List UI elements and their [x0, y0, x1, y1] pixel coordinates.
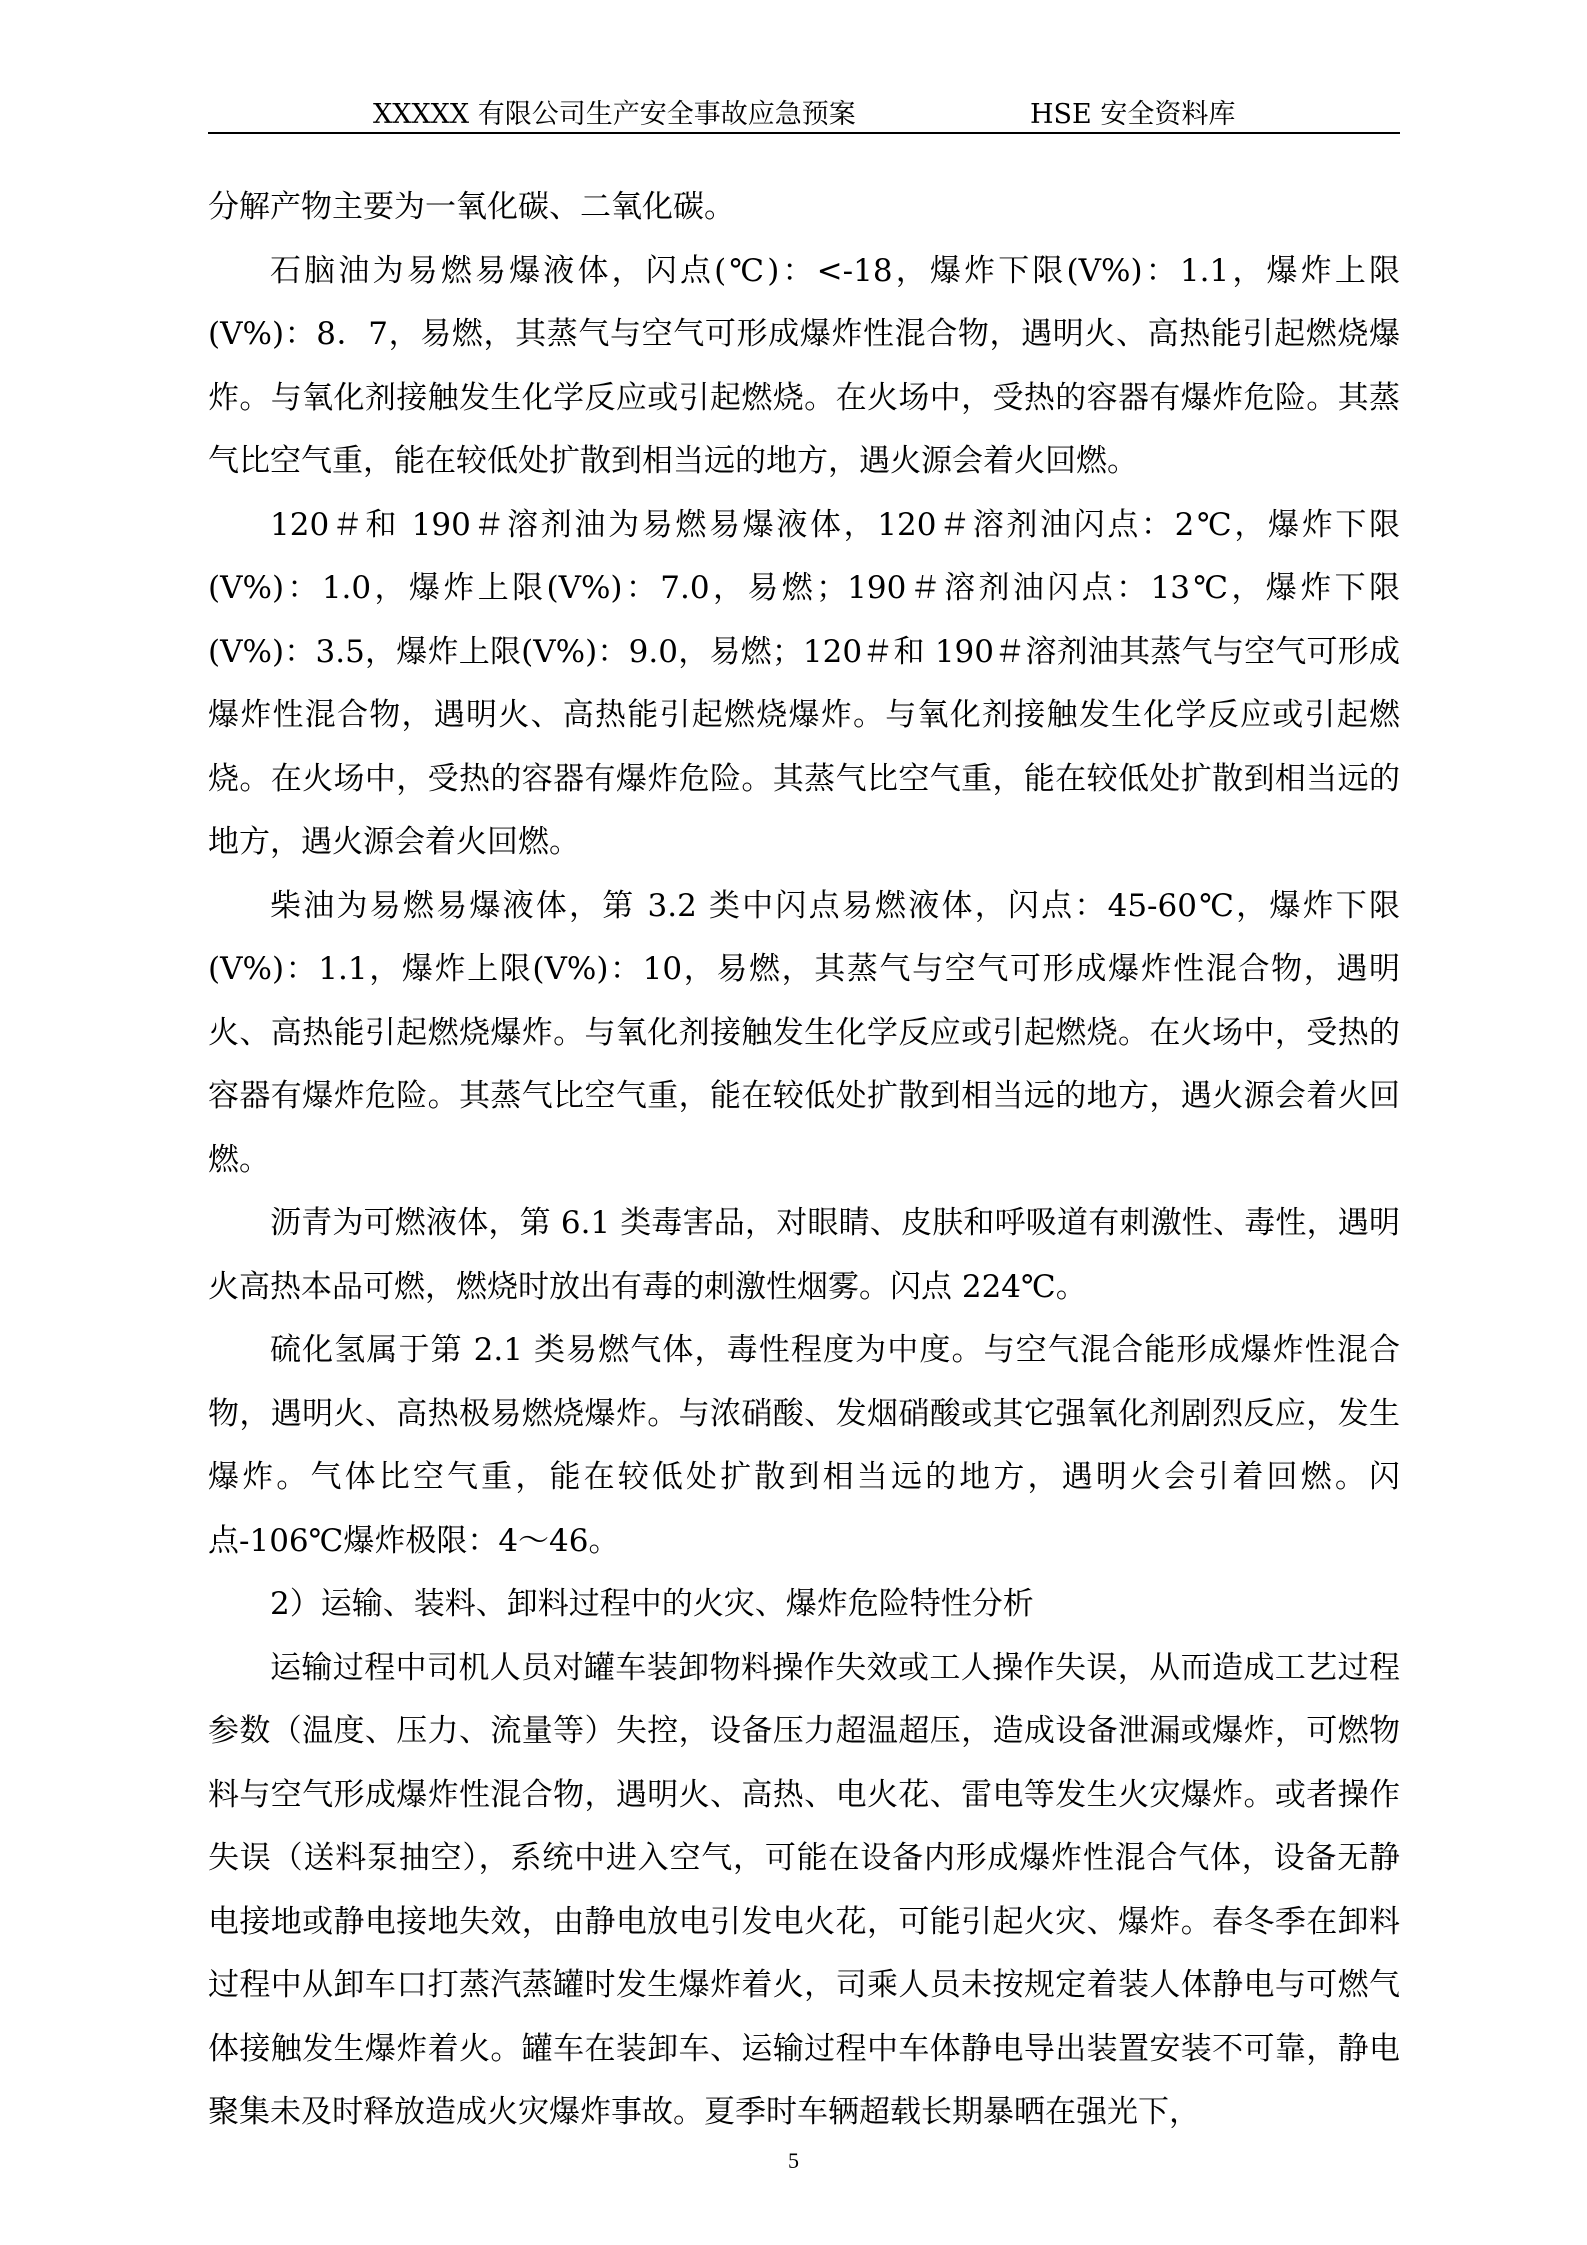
paragraph: 柴油为易燃易爆液体，第 3.2 类中闪点易燃液体，闪点：45-60℃，爆炸下限(V%)：1.1，爆炸上限(V%)：10，易燃，其蒸气与空气可形成爆炸性混合物，遇明火、高热能引起燃烧爆炸。与氧化剂接触发生化学反应或引起燃烧。在火场中，受热的容器有爆炸危险。其蒸气比空气重，能在较低处扩散到相当远的地方，遇火源会着火回燃。 — [208, 887, 1400, 1178]
paragraph: 硫化氢属于第 2.1 类易燃气体，毒性程度为中度。与空气混合能形成爆炸性混合物，遇明火、高热极易燃烧爆炸。与浓硝酸、发烟硝酸或其它强氧化剂剧烈反应，发生爆炸。气体比空气重，能在较低处扩散到相当远的地方，遇明火会引着回燃。闪点-106℃爆炸极限：4～46。 — [208, 1332, 1400, 1559]
section-heading: 2）运输、装料、卸料过程中的火灾、爆炸危险特性分析 — [270, 1586, 1034, 1622]
paragraph: 分解产物主要为一氧化碳、二氧化碳。 — [208, 189, 735, 225]
page-header — [208, 90, 1400, 134]
paragraph: 120＃和 190＃溶剂油为易燃易爆液体，120＃溶剂油闪点：2℃，爆炸下限(V%)：1.0，爆炸上限(V%)：7.0，易燃；190＃溶剂油闪点：13℃，爆炸下限(V%)：3.5，爆炸上限(V%)：9.0，易燃；120＃和 190＃溶剂油其蒸气与空气可形成爆炸性混合物，遇明火、高热能引起燃烧爆炸。与氧化剂接触发生化学反应或引起燃烧。在火场中，受热的容器有爆炸危险。其蒸气比空气重，能在较低处扩散到相当远的地方，遇火源会着火回燃。 — [208, 506, 1400, 860]
header-title: XXXXX 有限公司生产安全事故应急预案 — [373, 99, 856, 130]
page-number: 5 — [788, 2148, 799, 2173]
paragraph: 石脑油为易燃易爆液体，闪点(℃)：<-18，爆炸下限(V%)：1.1，爆炸上限(V%)：8．7，易燃，其蒸气与空气可形成爆炸性混合物，遇明火、高热能引起燃烧爆炸。与氧化剂接触发生化学反应或引起燃烧。在火场中，受热的容器有爆炸危险。其蒸气比空气重，能在较低处扩散到相当远的地方，遇火源会着火回燃。 — [208, 252, 1400, 479]
paragraph: 沥青为可燃液体，第 6.1 类毒害品，对眼睛、皮肤和呼吸道有刺激性、毒性，遇明火高热本品可燃，燃烧时放出有毒的刺激性烟雾。闪点 224℃。 — [208, 1205, 1400, 1305]
paragraph: 运输过程中司机人员对罐车装卸物料操作失效或工人操作失误，从而造成工艺过程参数（温度、压力、流量等）失控，设备压力超温超压，造成设备泄漏或爆炸，可燃物料与空气形成爆炸性混合物，遇明火、高热、电火花、雷电等发生火灾爆炸。或者操作失误（送料泵抽空），系统中进入空气，可能在设备内形成爆炸性混合气体，设备无静电接地或静电接地失效，由静电放电引发电火花，可能引起火灾、爆炸。春冬季在卸料过程中从卸车口打蒸汽蒸罐时发生爆炸着火，司乘人员未按规定着装人体静电与可燃气体接触发生爆炸着火。罐车在装卸车、运输过程中车体静电导出装置安装不可靠，静电聚集未及时释放造成火灾爆炸事故。夏季时车辆超载长期暴晒在强光下， — [208, 1649, 1400, 2130]
document-body — [208, 176, 1400, 2145]
header-library-name: HSE 安全资料库 — [1030, 99, 1236, 130]
